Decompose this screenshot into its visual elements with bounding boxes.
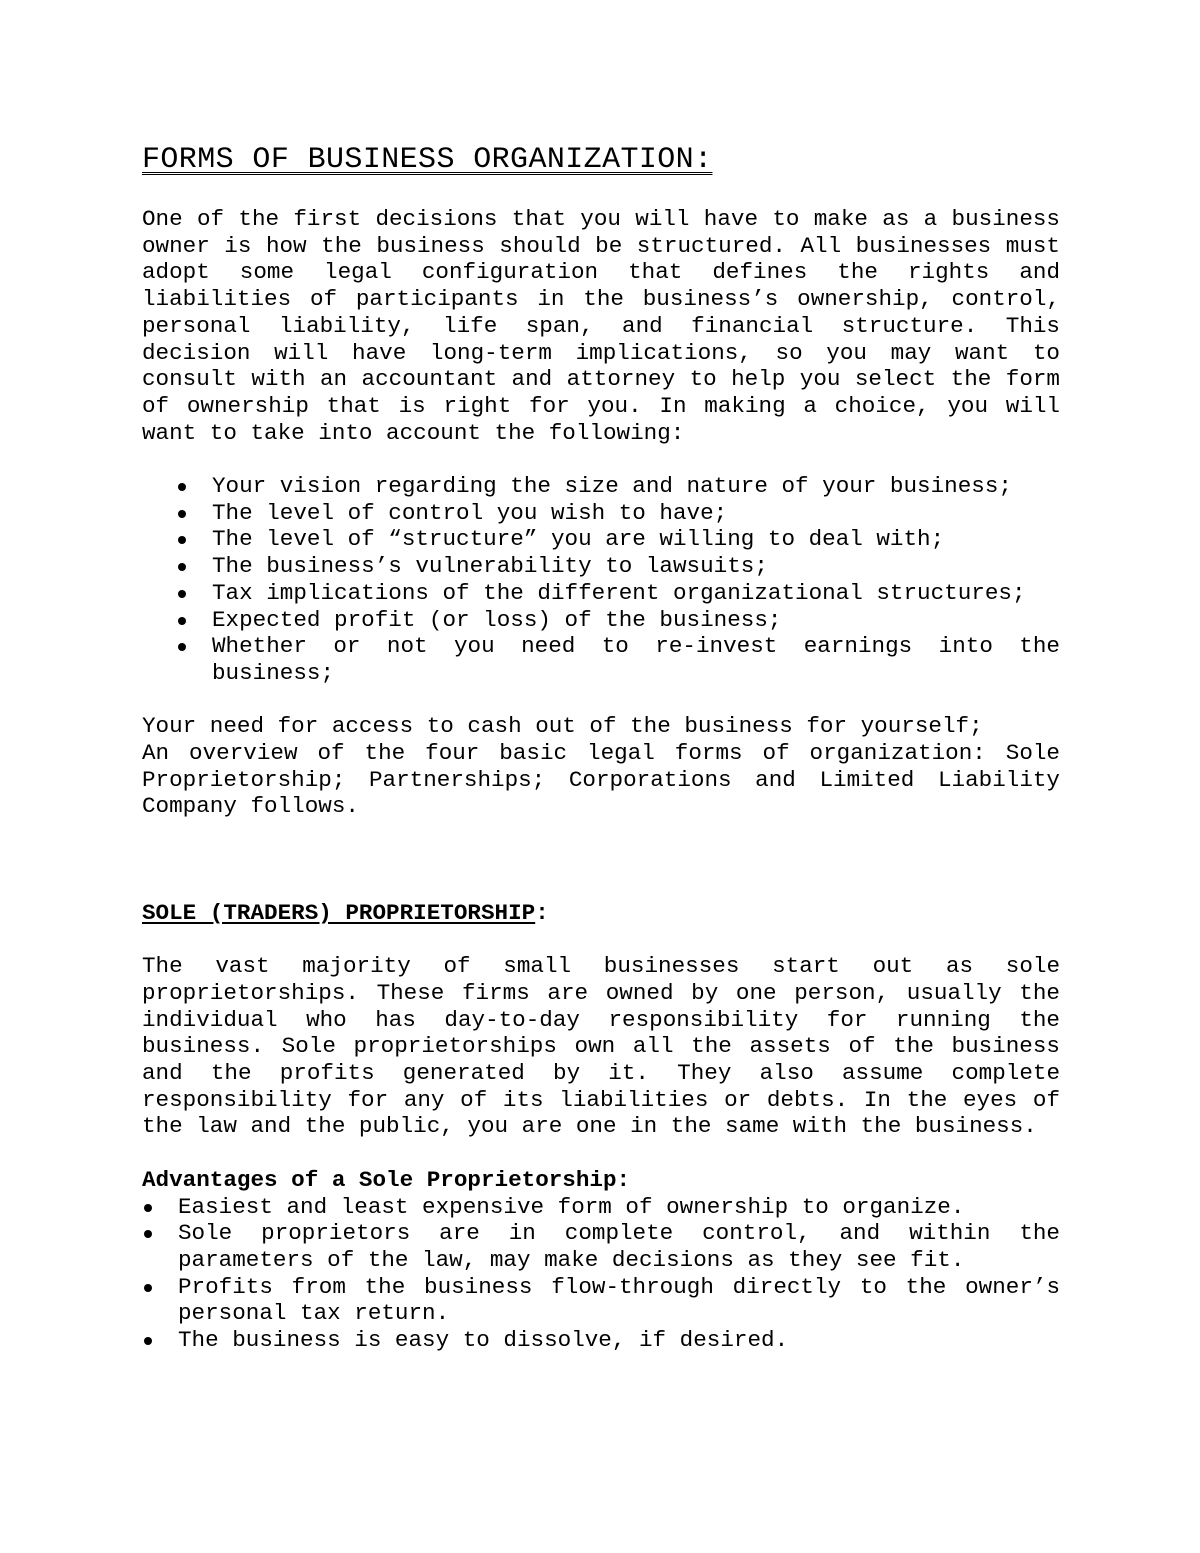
list-item	[142, 1194, 1060, 1221]
document-page	[142, 140, 1060, 1354]
list-item	[142, 633, 1060, 686]
bullet-icon	[178, 563, 186, 571]
bullet-icon	[178, 483, 186, 491]
spacer	[142, 820, 1060, 873]
list-item	[142, 1327, 1060, 1354]
advantages-list	[142, 1194, 1060, 1354]
list-item	[142, 1220, 1060, 1273]
list-item	[142, 473, 1060, 500]
list-item-text: Tax implications of the different organizational structures;	[212, 579, 1026, 606]
bullet-icon	[178, 536, 186, 544]
spacer	[142, 873, 1060, 900]
list-item	[142, 580, 1060, 607]
bullet-icon	[178, 590, 186, 598]
bullet-icon	[178, 643, 186, 651]
list-item-text: Your vision regarding the size and nature of your business;	[212, 473, 1012, 500]
list-item	[142, 500, 1060, 527]
considerations-list	[142, 473, 1060, 687]
list-item	[142, 607, 1060, 634]
list-item	[142, 553, 1060, 580]
document-title: FORMS OF BUSINESS ORGANIZATION:	[142, 143, 713, 177]
list-item-text: The level of control you wish to have;	[212, 499, 728, 526]
spacer	[142, 687, 1060, 714]
section-heading-text: SOLE (TRADERS) PROPRIETORSHIP	[142, 899, 536, 926]
spacer	[142, 446, 1060, 473]
list-item-text: Easiest and least expensive form of ownership to organize.	[178, 1193, 965, 1220]
cash-access-line: Your need for access to cash out of the business for yourself;	[142, 713, 983, 740]
list-item-text: The business’s vulnerability to lawsuits;	[212, 553, 768, 580]
bullet-icon	[178, 510, 186, 518]
intro-paragraph: One of the first decisions that you will have to make as a business owner is how the business should be structured. All businesses must adopt some legal configuration that defines the rights and liabilities of participants in the business’s ownership, control, personal liability, life span, and financial structure. This decision will have long-term implications, so you may want to consult with an accountant and attorney to help you select the form of ownership that is right for you. In making a choice, you will want to take into account the following:	[142, 206, 1060, 446]
list-item-text: Whether or not you need to re-invest earnings into the business;	[212, 633, 1060, 686]
overview-paragraph: An overview of the four basic legal forms of organization: Sole Proprietorship; Partnerships; Corporations and Limited Liability Company follows.	[142, 740, 1060, 820]
list-item	[142, 1274, 1060, 1327]
bullet-icon	[144, 1337, 152, 1345]
bullet-icon	[144, 1284, 152, 1292]
spacer	[142, 1140, 1060, 1167]
list-item-text: The level of “structure” you are willing to deal with;	[212, 526, 945, 553]
list-item-text: Sole proprietors are in complete control, and within the parameters of the law, may make decisions as they see fit.	[178, 1220, 1060, 1273]
advantages-heading: Advantages of a Sole Proprietorship:	[142, 1166, 631, 1193]
list-item-text: Expected profit (or loss) of the business;	[212, 606, 782, 633]
bullet-icon	[144, 1204, 152, 1212]
list-item-text: The business is easy to dissolve, if desired.	[178, 1327, 789, 1354]
spacer	[142, 180, 1060, 206]
list-item	[142, 526, 1060, 553]
section-heading-colon: :	[535, 899, 549, 926]
bullet-icon	[144, 1230, 152, 1238]
section-heading-sole-proprietorship	[142, 900, 1060, 927]
spacer	[142, 927, 1060, 954]
list-item-text: Profits from the business flow-through directly to the owner’s personal tax return.	[178, 1273, 1060, 1327]
bullet-icon	[178, 617, 186, 625]
sole-proprietorship-paragraph: The vast majority of small businesses start out as sole proprietorships. These firms are owned by one person, usually the individual who has day-to-day responsibility for running the business. Sole proprietorships own all the assets of the business and the profits generated by it. They also assume complete responsibility for any of its liabilities or debts. In the eyes of the law and the public, you are one in the same with the business.	[142, 953, 1060, 1140]
